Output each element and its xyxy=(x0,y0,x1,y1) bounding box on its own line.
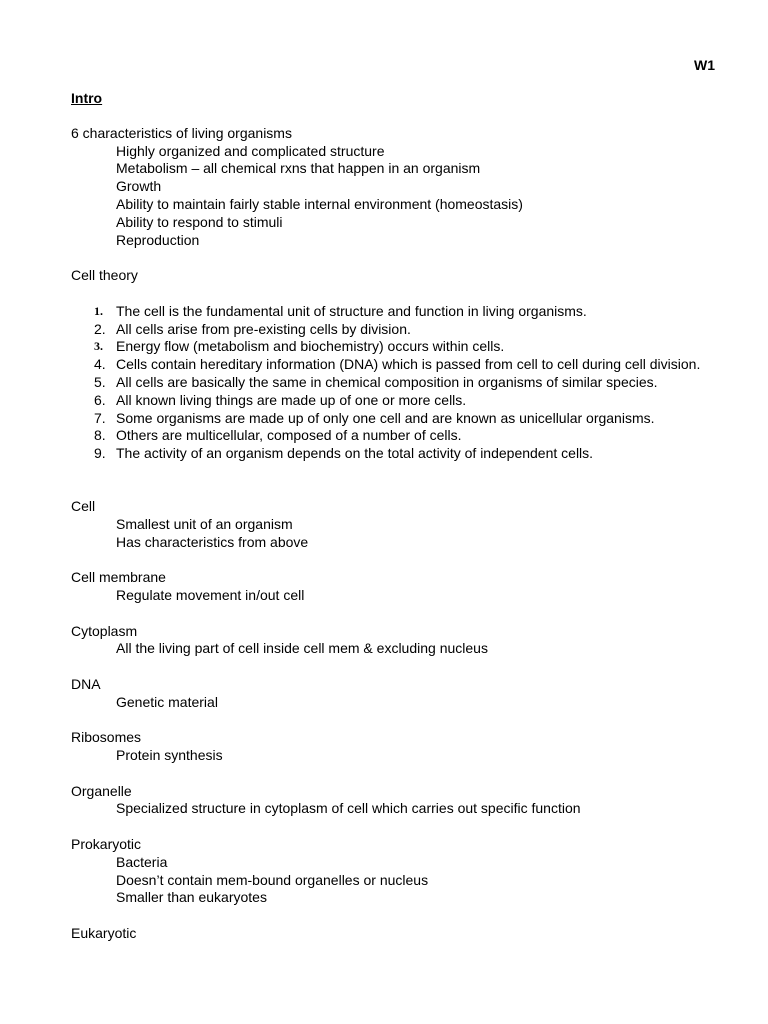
item-text: Others are multicellular, composed of a number of cells. xyxy=(116,427,462,444)
cell-theory-item xyxy=(71,321,721,339)
cell-theory-item xyxy=(71,303,721,321)
characteristic-item: Growth xyxy=(116,178,162,195)
cell-theory-item xyxy=(71,427,721,445)
term-definition: Has characteristics from above xyxy=(116,533,309,550)
characteristics-list xyxy=(71,143,721,250)
term-block xyxy=(71,925,721,943)
term-title: Cell membrane xyxy=(71,569,166,586)
term-title: Cell xyxy=(71,497,96,514)
term-definition: Specialized structure in cytoplasm of cell which carries out specific function xyxy=(116,800,581,817)
term-definition: Bacteria xyxy=(116,853,168,870)
item-number: 5. xyxy=(94,373,106,390)
characteristic-item: Highly organized and complicated structure xyxy=(116,142,385,159)
cell-theory-item xyxy=(71,445,721,463)
characteristic-item: Ability to respond to stimuli xyxy=(116,213,283,230)
term-title: Prokaryotic xyxy=(71,836,142,853)
term-block xyxy=(71,676,721,712)
characteristics-title: 6 characteristics of living organisms xyxy=(71,124,292,141)
characteristic-item: Metabolism – all chemical rxns that happen in an organism xyxy=(116,160,481,177)
term-definition: Smaller than eukaryotes xyxy=(116,889,267,906)
item-text: The activity of an organism depends on the total activity of independent cells. xyxy=(116,445,594,462)
term-title: Ribosomes xyxy=(71,729,142,746)
item-number: 1. xyxy=(94,303,103,318)
cell-theory-item xyxy=(71,374,721,392)
term-definition: Doesn’t contain mem-bound organelles or nucleus xyxy=(116,871,429,888)
item-number: 3. xyxy=(94,339,103,354)
term-definition: Protein synthesis xyxy=(116,747,223,764)
term-block xyxy=(71,836,721,907)
characteristic-item: Ability to maintain fairly stable internal environment (homeostasis) xyxy=(116,195,523,212)
cell-theory-item xyxy=(71,356,721,374)
term-title: Cytoplasm xyxy=(71,622,138,639)
item-text: All known living things are made up of one or more cells. xyxy=(116,391,467,408)
term-definition: Smallest unit of an organism xyxy=(116,515,293,532)
item-text: Energy flow (metabolism and biochemistry) occurs within cells. xyxy=(116,338,505,355)
item-number: 8. xyxy=(94,427,106,444)
characteristic-item: Reproduction xyxy=(116,231,200,248)
cell-theory-list xyxy=(71,303,721,463)
item-number: 2. xyxy=(94,320,106,337)
intro-heading: Intro xyxy=(71,90,103,106)
term-title: DNA xyxy=(71,675,101,692)
item-text: Cells contain hereditary information (DNA) which is passed from cell to cell during cell division. xyxy=(116,356,701,373)
cell-theory-title: Cell theory xyxy=(71,267,138,284)
term-definition: Regulate movement in/out cell xyxy=(116,586,305,603)
item-text: All cells are basically the same in chemical composition in organisms of similar species. xyxy=(116,373,658,390)
cell-theory-item xyxy=(71,410,721,428)
item-text: The cell is the fundamental unit of structure and function in living organisms. xyxy=(116,302,587,319)
page-tag: W1 xyxy=(694,57,715,73)
term-title: Organelle xyxy=(71,782,132,799)
item-number: 4. xyxy=(94,356,106,373)
item-text: Some organisms are made up of only one cell and are known as unicellular organisms. xyxy=(116,409,655,426)
item-number: 9. xyxy=(94,445,106,462)
term-definition: All the living part of cell inside cell mem & excluding nucleus xyxy=(116,640,488,657)
notes-content xyxy=(71,90,721,943)
term-block xyxy=(71,729,721,765)
term-definition: Genetic material xyxy=(116,693,218,710)
cell-theory-item xyxy=(71,338,721,356)
item-text: All cells arise from pre-existing cells by division. xyxy=(116,320,411,337)
term-title: Eukaryotic xyxy=(71,925,137,942)
term-block xyxy=(71,498,721,551)
term-block xyxy=(71,783,721,819)
item-number: 6. xyxy=(94,391,106,408)
item-number: 7. xyxy=(94,409,106,426)
term-block xyxy=(71,569,721,605)
term-block xyxy=(71,623,721,659)
cell-theory-item xyxy=(71,392,721,410)
